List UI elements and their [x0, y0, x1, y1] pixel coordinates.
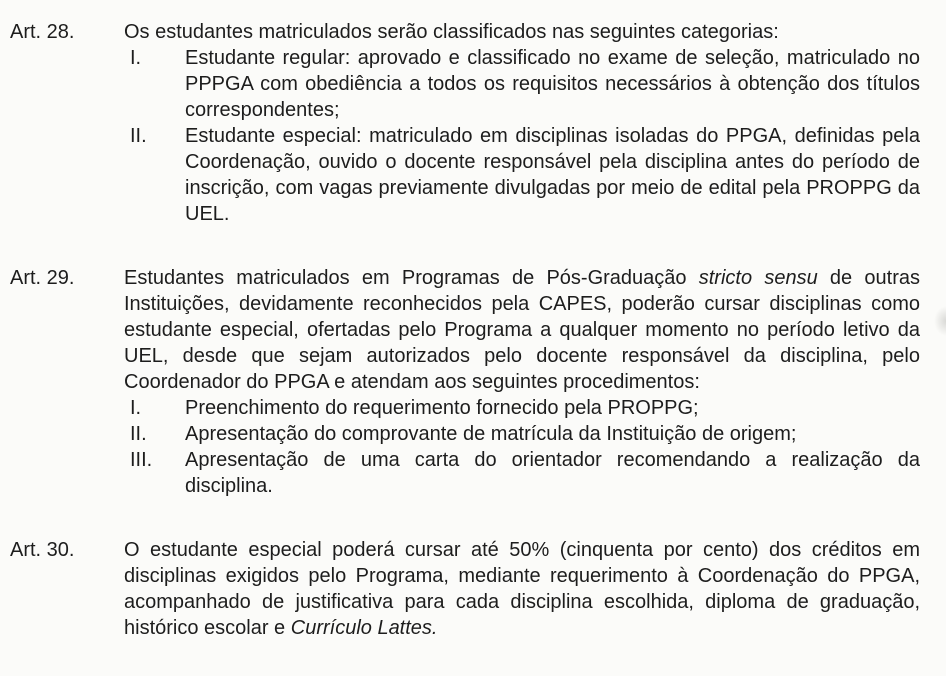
article-body: [124, 537, 920, 641]
item-numeral: III.: [130, 449, 153, 471]
item-numeral: II.: [130, 125, 147, 147]
item-text: Estudante regular: aprovado e classificado no exame de seleção, matriculado no PPPGA com obediência a todos os requisitos necessários à obtenção dos títulos correspondentes;: [185, 47, 920, 121]
item-numeral: I.: [130, 47, 142, 69]
list-item: [124, 123, 920, 227]
list-item: [124, 45, 920, 123]
article-28: [10, 19, 920, 227]
item-text: Apresentação de uma carta do orientador recomendando a realização da disciplina.: [185, 449, 920, 497]
item-numeral: II.: [130, 423, 147, 445]
article-body: [124, 265, 920, 499]
article-label: Art. 28.: [10, 21, 75, 43]
item-text: Apresentação do comprovante de matrícula da Instituição de origem;: [185, 423, 797, 445]
list-item: [124, 421, 920, 447]
article-29: [10, 265, 920, 499]
item-text: Estudante especial: matriculado em disciplinas isoladas do PPGA, definidas pela Coordenação, ouvido o docente responsável pela disciplina antes do período de inscrição, com vagas previamente divulgadas por meio de edital pela PROPPG da UEL.: [185, 125, 920, 225]
article-label: Art. 29.: [10, 267, 75, 289]
article-intro: Estudantes matriculados em Programas de Pós-Graduação stricto sensu de outras Instituições, devidamente reconhecidos pela CAPES, poderão cursar disciplinas como estudante especial, ofertadas pelo Programa a qualquer momento no período letivo da UEL, desde que sejam autorizados pelo docente responsável da disciplina, pelo Coordenador do PPGA e atendam aos seguintes procedimentos:: [124, 267, 920, 393]
item-numeral: I.: [130, 397, 142, 419]
list-item: [124, 447, 920, 499]
list-item: [124, 395, 920, 421]
article-intro: Os estudantes matriculados serão classificados nas seguintes categorias:: [124, 21, 779, 43]
scan-smudge-artifact: [934, 306, 946, 336]
article-30: [10, 537, 920, 641]
item-text: Preenchimento do requerimento fornecido pela PROPPG;: [185, 397, 699, 419]
article-intro: O estudante especial poderá cursar até 50% (cinquenta por cento) dos créditos em disciplinas exigidos pelo Programa, mediante requerimento à Coordenação do PPGA, acompanhado de justificativa para cada disciplina escolhida, diploma de graduação, histórico escolar e Currículo Lattes.: [124, 539, 920, 639]
article-label: Art. 30.: [10, 539, 75, 561]
article-body: [124, 19, 920, 227]
